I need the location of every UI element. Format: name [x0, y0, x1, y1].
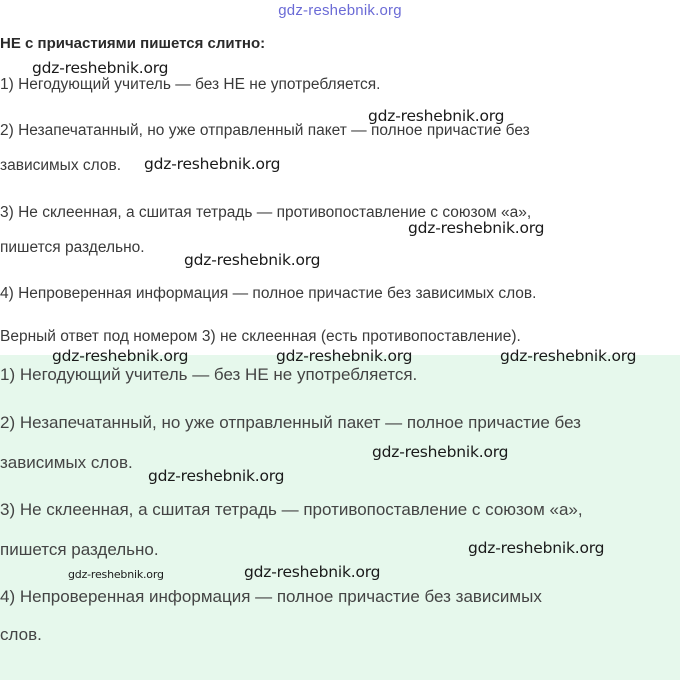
watermark-text: gdz-reshebnik.org [500, 347, 637, 365]
watermark-text: gdz-reshebnik.org [372, 443, 509, 461]
watermark-text: gdz-reshebnik.org [144, 155, 281, 173]
watermark-text: gdz-reshebnik.org [276, 347, 413, 365]
site-header[interactable]: gdz-reshebnik.org [278, 2, 402, 19]
answer-item-4: 4) Непроверенная информация — полное причастие без зависимых [0, 587, 542, 606]
answer-item-2-cont: зависимых слов. [0, 453, 133, 472]
watermark-text: gdz-reshebnik.org [32, 59, 169, 77]
answer-item-2: 2) Незапечатанный, но уже отправленный пакет — полное причастие без [0, 413, 581, 432]
watermark-text: gdz-reshebnik.org [368, 107, 505, 125]
answer-item-4-cont: слов. [0, 625, 42, 644]
rule-item-2-cont: зависимых слов. [0, 157, 122, 174]
rule-item-2: 2) Незапечатанный, но уже отправленный пакет — полное причастие без [0, 122, 530, 139]
rule-item-3: 3) Не склеенная, а сшитая тетрадь — противопоставление с союзом «а», [0, 204, 532, 221]
watermark-text: gdz-reshebnik.org [468, 539, 605, 557]
answer-block [0, 355, 680, 680]
answer-item-3-cont: пишется раздельно. [0, 540, 159, 559]
watermark-text: gdz-reshebnik.org [244, 563, 381, 581]
rule-item-1: 1) Негодующий учитель — без НЕ не употребляется. [0, 76, 381, 93]
watermark-text: gdz-reshebnik.org [408, 219, 545, 237]
watermark-text: gdz-reshebnik.org [52, 347, 189, 365]
answer-item-3: 3) Не склеенная, а сшитая тетрадь — противопоставление с союзом «а», [0, 500, 583, 519]
watermark-text: gdz-reshebnik.org [68, 568, 164, 581]
section-title: НЕ с причастиями пишется слитно: [0, 35, 266, 52]
rule-item-3-cont: пишется раздельно. [0, 239, 145, 256]
answer-item-1: 1) Негодующий учитель — без НЕ не употребляется. [0, 365, 418, 384]
watermark-text: gdz-reshebnik.org [184, 251, 321, 269]
rule-item-4: 4) Непроверенная информация — полное причастие без зависимых слов. [0, 285, 537, 302]
answer-summary: Верный ответ под номером 3) не склеенная (есть противопоставление). [0, 328, 521, 345]
watermark-text: gdz-reshebnik.org [148, 467, 285, 485]
